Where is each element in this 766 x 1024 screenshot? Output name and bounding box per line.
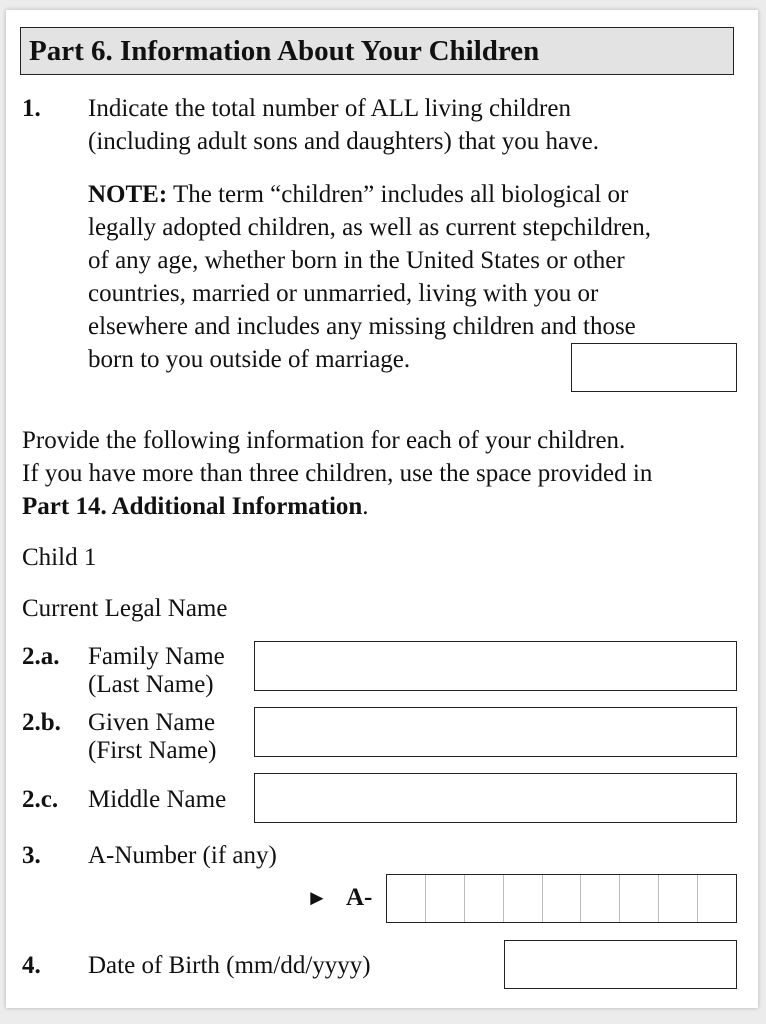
note-line4: countries, married or unmarried, living with you or	[88, 280, 599, 307]
a-number-label: A-Number (if any)	[88, 842, 277, 869]
legal-name-heading: Current Legal Name	[22, 595, 228, 622]
note-line5: elsewhere and includes any missing children and those	[88, 313, 636, 340]
q1-text-line1: Indicate the total number of ALL living children	[88, 95, 571, 122]
instructions-line3	[22, 490, 369, 523]
given-name-sublabel: (First Name)	[88, 737, 217, 764]
note-line1	[88, 178, 628, 211]
form-page	[6, 10, 758, 1008]
given-name-input[interactable]	[254, 707, 737, 757]
part14-reference: Part 14. Additional Information	[22, 493, 363, 520]
dob-input[interactable]	[504, 940, 737, 989]
a-number-input[interactable]	[386, 874, 737, 923]
q2b-number: 2.b.	[22, 709, 61, 736]
note-line2: legally adopted children, as well as current stepchildren,	[88, 214, 651, 241]
child-heading: Child 1	[22, 544, 97, 571]
family-name-label: Family Name	[88, 643, 225, 670]
note-line3: of any age, whether born in the United States or other	[88, 247, 625, 274]
a-number-digit[interactable]	[387, 875, 425, 922]
a-number-digit[interactable]	[697, 875, 736, 922]
a-number-digit[interactable]	[503, 875, 542, 922]
a-number-digit[interactable]	[464, 875, 503, 922]
dob-label: Date of Birth (mm/dd/yyyy)	[88, 952, 371, 979]
note-label: NOTE:	[88, 181, 168, 208]
a-number-digit[interactable]	[580, 875, 619, 922]
middle-name-label: Middle Name	[88, 786, 227, 813]
instructions-period: .	[362, 493, 369, 520]
q1-number: 1.	[22, 95, 41, 122]
a-number-digit[interactable]	[658, 875, 697, 922]
q1-text-line2: (including adult sons and daughters) that you have.	[88, 128, 599, 155]
note-text: The term “children” includes all biological or	[167, 181, 629, 208]
children-count-input[interactable]	[571, 343, 737, 392]
instructions-line1: Provide the following information for each of your children.	[22, 427, 626, 454]
a-number-digit[interactable]	[542, 875, 581, 922]
middle-name-input[interactable]	[254, 773, 737, 823]
family-name-input[interactable]	[254, 641, 737, 691]
q3-number: 3.	[22, 842, 41, 869]
a-number-prefix: A-	[346, 884, 373, 911]
q2c-number: 2.c.	[22, 786, 59, 813]
a-number-digit[interactable]	[619, 875, 658, 922]
arrow-right-icon: ►	[306, 885, 328, 910]
q4-number: 4.	[22, 952, 41, 979]
a-number-digit[interactable]	[425, 875, 464, 922]
given-name-label: Given Name	[88, 709, 216, 736]
note-line6: born to you outside of marriage.	[88, 346, 411, 373]
part-header: Part 6. Information About Your Children	[20, 27, 734, 75]
q2a-number: 2.a.	[22, 643, 60, 670]
family-name-sublabel: (Last Name)	[88, 671, 214, 698]
instructions-line2: If you have more than three children, use the space provided in	[22, 460, 653, 487]
